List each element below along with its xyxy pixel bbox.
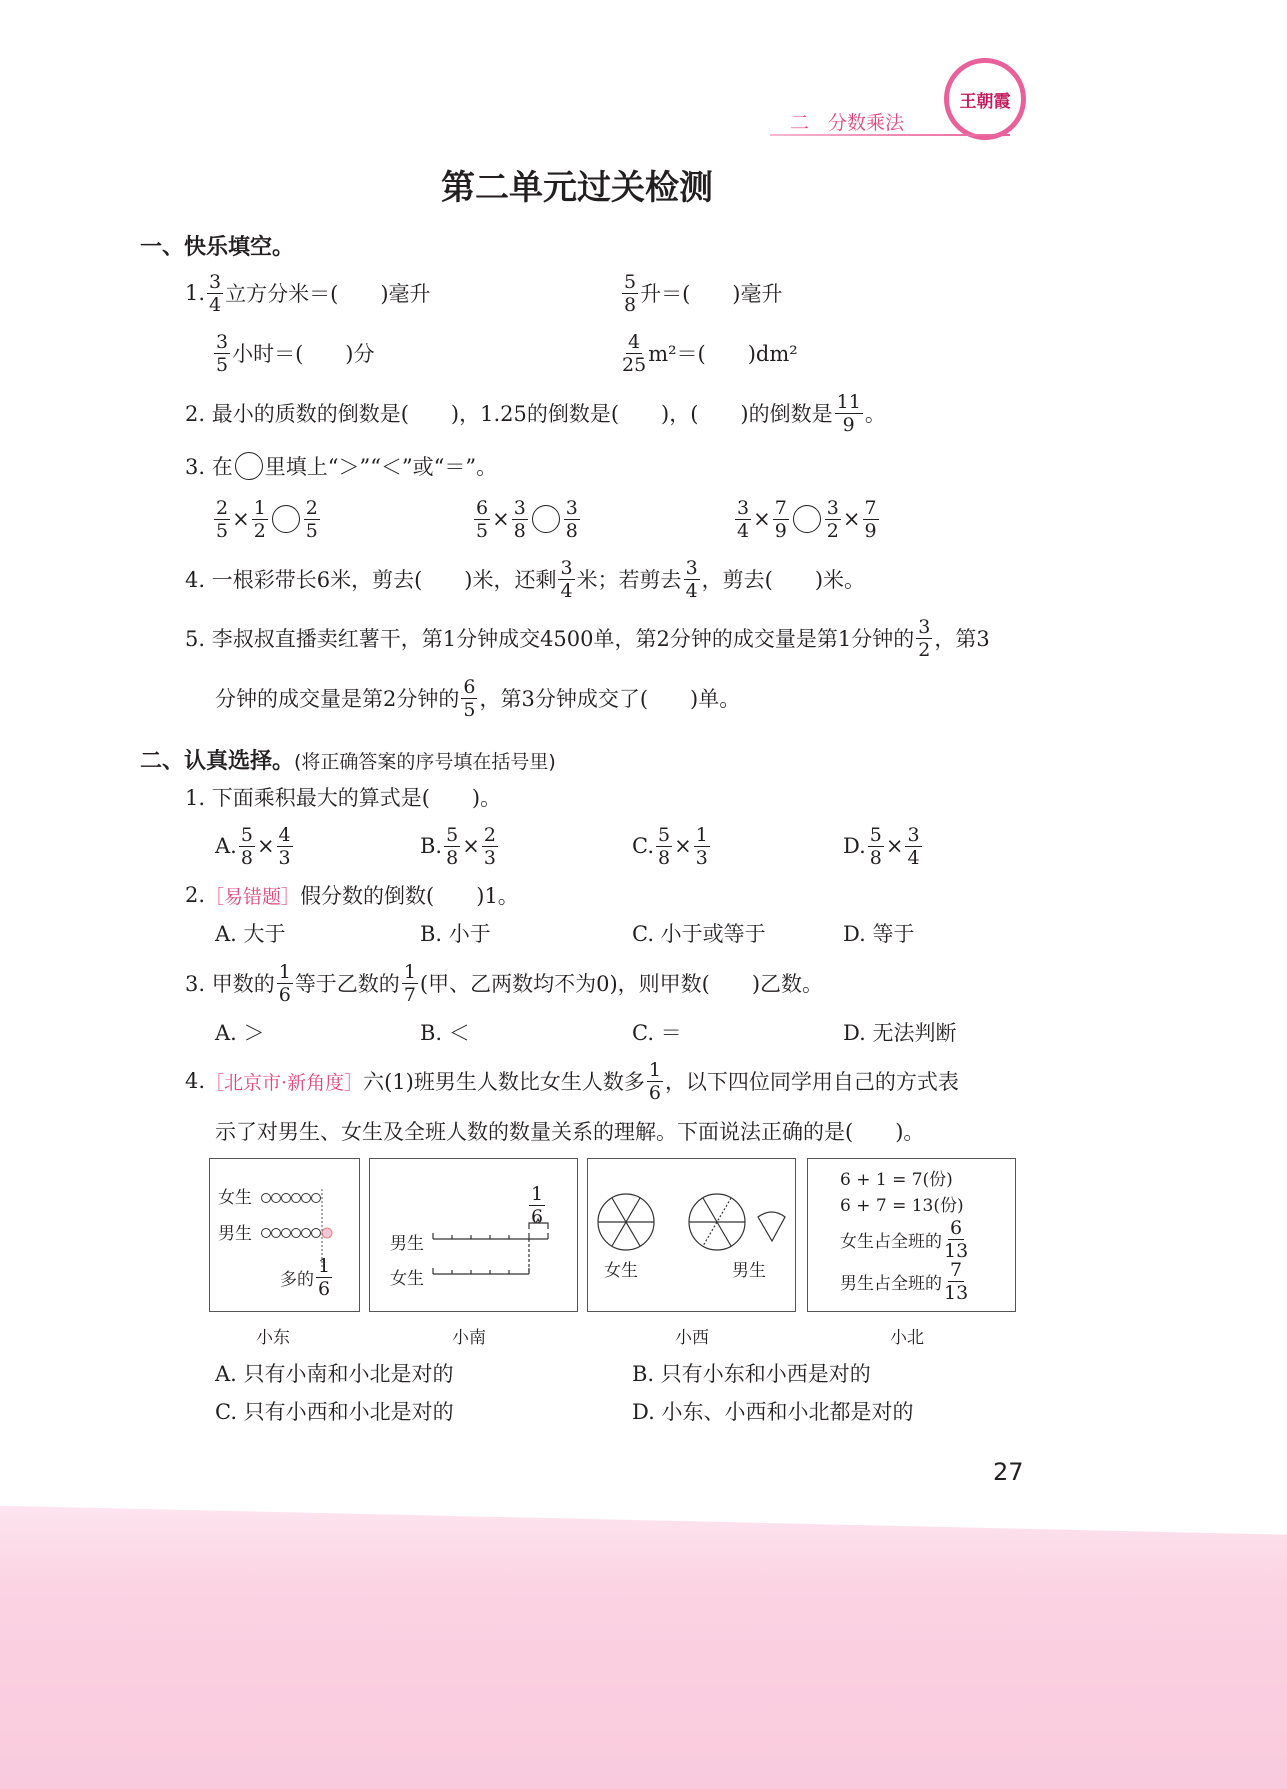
text-segment: 分钟的成交量是第2分钟的 [215, 687, 460, 711]
denominator: 8 [240, 846, 253, 869]
text-segment: A. [215, 834, 237, 858]
numerator: 7 [950, 1259, 963, 1281]
fraction [916, 616, 932, 661]
text-segment: × [462, 834, 480, 858]
numerator: 3 [907, 823, 920, 846]
header-divider [770, 134, 1010, 136]
c4-line2 [215, 1101, 924, 1161]
calc-line1: 6 + 1 = 7(份) [840, 1170, 953, 1190]
text-segment: 示了对男生、女生及全班人数的数量关系的理解。下面说法正确的是( )。 [215, 1120, 925, 1144]
denominator: 13 [944, 1282, 969, 1304]
numerator: 1 [403, 960, 416, 983]
compare-circle-blank [532, 505, 560, 533]
c4-option-b: B. 只有小东和小西是对的 [632, 1362, 871, 1386]
c4-option-a: A. 只有小南和小北是对的 [215, 1362, 454, 1386]
q3 [185, 436, 497, 496]
fraction [277, 961, 293, 1006]
numerator: 3 [826, 496, 839, 519]
denominator: 8 [658, 846, 671, 869]
denominator: 4 [907, 846, 920, 869]
fraction [558, 557, 574, 602]
text-segment: × [885, 834, 904, 858]
boys-share-text: 男生占全班的 [840, 1274, 942, 1294]
fraction [304, 497, 320, 542]
text-segment: 小时＝( )分 [232, 342, 375, 366]
q3-expr2 [472, 489, 582, 549]
numerator: 6 [476, 496, 489, 519]
c1-option-c [632, 816, 712, 876]
numerator: 7 [774, 496, 787, 519]
numerator: 3 [565, 496, 578, 519]
numerator: 5 [869, 823, 882, 846]
text-segment: × [232, 507, 250, 531]
numerator: 4 [628, 330, 641, 353]
compare-circle-blank [793, 505, 821, 533]
text-segment: 里填上“＞”“＜”或“＝”。 [264, 455, 498, 479]
denominator: 5 [463, 698, 476, 721]
text-segment: 1. 下面乘积最大的算式是( )。 [185, 786, 502, 810]
fraction [402, 961, 418, 1006]
c2-option-a: A. 大于 [215, 922, 286, 946]
text-segment: 2. [185, 883, 206, 907]
text-segment: D. [843, 834, 866, 858]
denominator: 8 [513, 519, 526, 542]
numerator: 2 [216, 496, 229, 519]
text-segment: B. [420, 834, 443, 858]
denominator: 9 [774, 519, 787, 542]
denominator: 5 [305, 519, 318, 542]
denominator: 3 [278, 846, 291, 869]
denominator: 8 [565, 519, 578, 542]
fraction [773, 497, 789, 542]
girls-label: 女生 [604, 1261, 638, 1281]
denominator: 5 [216, 353, 229, 376]
brand-logo [944, 58, 1026, 140]
question-tag: ［北京市·新角度］ [205, 1071, 364, 1094]
q5-line2 [215, 668, 740, 728]
compare-circle-blank [272, 505, 300, 533]
more-of-text: 多的 [280, 1270, 314, 1290]
numerator: 3 [560, 556, 573, 579]
text-segment: 4. 一根彩带长6米，剪去( )米，还剩 [185, 568, 557, 592]
text-segment: × [753, 507, 771, 531]
text-segment: 5. 李叔叔直播卖红薯干，第1分钟成交4500单，第2分钟的成交量是第1分钟的 [185, 627, 915, 651]
text-segment: × [842, 507, 861, 531]
page-title: 第二单元过关检测 [441, 168, 713, 208]
girls-share-text: 女生占全班的 [840, 1232, 942, 1252]
text-segment: 3. 甲数的 [185, 972, 275, 996]
q3-expr1 [212, 489, 322, 549]
diagram-xiaoxi [587, 1158, 796, 1312]
denominator: 3 [695, 846, 708, 869]
text-segment: 升＝( )毫升 [640, 282, 783, 306]
denominator: 5 [216, 519, 229, 542]
text-segment: 3. 在 [185, 455, 233, 479]
question-tag: ［易错题］ [205, 885, 301, 908]
text-segment: 2. 最小的质数的倒数是( )，1.25的倒数是( )，( )的倒数是 [185, 402, 833, 426]
numerator: 1 [318, 1255, 331, 1277]
caption-xiaoxi: 小西 [675, 1328, 709, 1348]
fraction [207, 271, 223, 316]
girls-label: 女生 [218, 1188, 252, 1208]
numerator: 1 [253, 496, 266, 519]
text-segment: 4. [185, 1069, 206, 1093]
denominator: 6 [278, 983, 291, 1006]
fraction [564, 497, 580, 542]
calc-line2: 6 + 7 = 13(份) [840, 1196, 964, 1216]
caption-xiaodong: 小东 [256, 1328, 290, 1348]
text-segment: C. [632, 834, 654, 858]
denominator: 6 [531, 1206, 544, 1228]
denominator: 4 [209, 293, 222, 316]
fraction [835, 391, 863, 436]
girls-share [840, 1217, 970, 1262]
caption-xiaobei: 小北 [890, 1328, 924, 1348]
footer-band [0, 1500, 1287, 1789]
c3-option-c: C. ＝ [632, 1021, 682, 1045]
q1b-left [212, 323, 374, 383]
fraction [482, 824, 498, 869]
compare-circle-blank [235, 452, 263, 480]
denominator: 9 [842, 413, 855, 436]
denominator: 4 [685, 579, 698, 602]
numerator: 3 [737, 496, 750, 519]
denominator: 13 [944, 1240, 969, 1262]
section2-note: (将正确答案的序号填在括号里) [294, 751, 556, 773]
numerator: 1 [531, 1183, 544, 1205]
q2 [185, 383, 886, 443]
denominator: 8 [624, 293, 637, 316]
fraction [735, 497, 751, 542]
text-segment: × [492, 507, 510, 531]
q5-line1 [185, 608, 990, 668]
numerator: 5 [624, 270, 637, 293]
text-segment: 。 [864, 402, 886, 426]
denominator: 8 [869, 846, 882, 869]
denominator: 8 [446, 846, 459, 869]
fraction [622, 271, 638, 316]
denominator: 3 [483, 846, 496, 869]
numerator: 6 [950, 1217, 963, 1239]
fraction [825, 497, 841, 542]
denominator: 4 [560, 579, 573, 602]
numerator: 6 [463, 675, 476, 698]
numerator: 5 [658, 823, 671, 846]
fraction [622, 331, 646, 376]
text-segment: ，第3分钟成交了( )单。 [479, 687, 741, 711]
text-segment: 六(1)班男生人数比女生人数多 [363, 1070, 645, 1094]
fraction [656, 824, 672, 869]
numerator: 3 [513, 496, 526, 519]
denominator: 6 [318, 1278, 331, 1300]
c3-option-b: B. ＜ [420, 1021, 470, 1045]
text-segment: 等于乙数的 [294, 972, 400, 996]
fraction [214, 497, 230, 542]
numerator: 5 [240, 823, 253, 846]
boys-label: 男生 [390, 1234, 424, 1254]
section1-heading: 一、快乐填空。 [140, 235, 295, 260]
diagram-xiaodong [209, 1158, 360, 1312]
chapter-header: 二 分数乘法 [790, 112, 905, 134]
girls-label: 女生 [390, 1269, 424, 1289]
boys-label: 男生 [732, 1261, 766, 1281]
numerator: 2 [483, 823, 496, 846]
c4-option-d: D. 小东、小西和小北都是对的 [632, 1400, 914, 1424]
numerator: 3 [918, 615, 931, 638]
c3 [185, 953, 823, 1013]
boys-label: 男生 [218, 1224, 252, 1244]
fraction [239, 824, 255, 869]
numerator: 2 [305, 496, 318, 519]
fraction [214, 331, 230, 376]
text-segment: m²＝( )dm² [648, 342, 798, 366]
c2-option-c: C. 小于或等于 [632, 922, 766, 946]
fraction [512, 497, 528, 542]
logo-text: 王朝霞 [959, 91, 1011, 112]
numerator: 1 [695, 823, 708, 846]
denominator: 25 [622, 353, 647, 376]
c1-option-d [843, 816, 924, 876]
diagram-xiaonan [369, 1158, 578, 1312]
page-number: 27 [993, 1458, 1024, 1486]
section2-title: 二、认真选择。 [140, 749, 295, 774]
text-segment: × [674, 834, 692, 858]
numerator: 1 [278, 960, 291, 983]
numerator: 11 [836, 390, 861, 413]
fraction [694, 824, 710, 869]
q1b-right [620, 323, 798, 383]
c3-option-d: D. 无法判断 [843, 1021, 957, 1045]
q4 [185, 549, 865, 609]
numerator: 5 [446, 823, 459, 846]
c4-option-c: C. 只有小西和小北是对的 [215, 1400, 454, 1424]
text-segment: 立方分米＝( )毫升 [225, 282, 431, 306]
c2-option-b: B. 小于 [420, 922, 491, 946]
fraction [905, 824, 921, 869]
denominator: 7 [403, 983, 416, 1006]
denominator: 2 [826, 519, 839, 542]
fraction [684, 557, 700, 602]
q1a-left [185, 263, 431, 323]
denominator: 2 [253, 519, 266, 542]
fraction [252, 497, 268, 542]
fraction [461, 676, 477, 721]
boys-share [840, 1259, 970, 1304]
text-segment: ，第3 [934, 627, 990, 651]
numerator: 7 [864, 496, 877, 519]
fraction [647, 1059, 663, 1104]
denominator: 5 [476, 519, 489, 542]
q1a-right [620, 263, 782, 323]
caption-xiaonan: 小南 [452, 1328, 486, 1348]
q3-expr3 [733, 489, 881, 549]
fraction [277, 824, 293, 869]
text-segment: (甲、乙两数均不为0)，则甲数( )乙数。 [419, 972, 824, 996]
c2-option-d: D. 等于 [843, 922, 915, 946]
text-segment: 1. [185, 281, 206, 305]
c3-option-a: A. ＞ [215, 1021, 265, 1045]
more-of-label [280, 1255, 334, 1300]
numerator: 4 [278, 823, 291, 846]
fraction [474, 497, 490, 542]
numerator: 3 [216, 330, 229, 353]
fraction [868, 824, 884, 869]
text-segment: × [256, 834, 275, 858]
numerator: 1 [648, 1058, 661, 1081]
diagram-xiaobei [807, 1158, 1016, 1312]
text-segment: ，以下四位同学用自己的方式表 [664, 1070, 959, 1094]
denominator: 4 [737, 519, 750, 542]
denominator: 2 [918, 638, 931, 661]
fraction [316, 1255, 332, 1300]
denominator: 6 [648, 1081, 661, 1104]
text-segment: 假分数的倒数( )1。 [300, 884, 519, 908]
denominator: 9 [864, 519, 877, 542]
numerator: 3 [685, 556, 698, 579]
fraction [944, 1217, 968, 1262]
fraction [444, 824, 460, 869]
text-segment: 米；若剪去 [576, 568, 682, 592]
fraction [863, 497, 879, 542]
pie-circles [588, 1159, 795, 1311]
fraction [944, 1259, 968, 1304]
numerator: 3 [209, 270, 222, 293]
text-segment: ，剪去( )米。 [701, 568, 866, 592]
segment-bars [370, 1159, 577, 1311]
